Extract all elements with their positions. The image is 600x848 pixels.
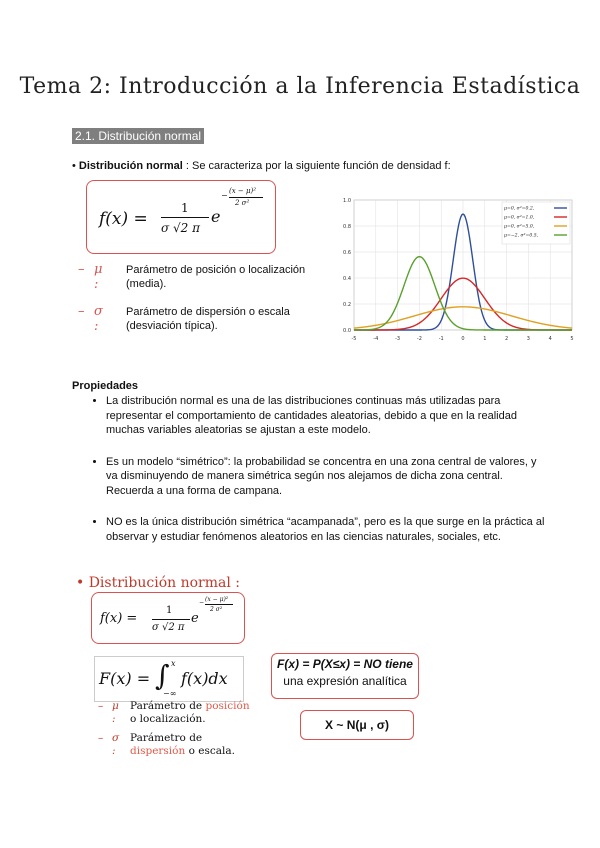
formula-exp-num: (x − μ)² [205,596,229,603]
cdf-rest: f(x)dx [181,669,228,688]
cdf-note-line2: una expresión analítica [283,674,407,688]
list-item: • La distribución normal es una de las distribuciones continuas más utilizadas para representar el comportamiento de cantidades aleatorias, debido a que en la realidad muchas variables aleatorias se ajustan a este modelo. [106,394,546,438]
legend-label: μ=0, σ²=0.2, [504,206,535,212]
formula-exp-minus: − [199,599,205,606]
fraction-line [161,217,209,218]
cdf-note-line1: F(x) = P(X≤x) = NO tiene [277,657,413,671]
x-tick-label: 4 [548,336,552,342]
y-tick-label: 0.0 [343,328,351,334]
x-tick-label: -2 [416,336,422,342]
properties-list [72,394,546,561]
bullet: • [72,160,76,172]
bottom-heading: • Distribución normal : [76,575,240,591]
y-tick-label: 1.0 [343,198,351,204]
x-tick-label: 3 [526,336,530,342]
legend-label: μ=−2, σ²=0.5, [504,233,539,239]
integral-sign: ∫ [155,659,170,692]
exp-line [205,604,233,605]
list-item: • Es un modelo “simétrico”: la probabilidad se concentra en una zona central de valores, y va disminuyendo de manera simétrica según nos alejamos de dicha zona central. Recuerda a una forma de campana. [106,455,546,499]
normal-density-chart [336,194,580,352]
formula-num: 1 [181,201,189,215]
param-sigma-text: Parámetro de dispersión o escala (desviación típica). [126,306,290,332]
x-tick-label: 1 [483,336,487,342]
x-tick-label: 2 [505,336,509,342]
y-tick-label: 0.2 [343,302,351,308]
intro-line [72,160,451,172]
legend-label: μ=0, σ²=1.0, [504,215,535,221]
dash: – [78,304,85,319]
dash: – [98,732,104,744]
cdf-note-box [271,653,419,699]
param-mu-text: Parámetro de posición o localización (media). [126,264,306,290]
formula-num: 1 [166,605,173,616]
formula-exp-den: 2 σ² [210,606,223,613]
dash: – [78,262,85,277]
x-tick-label: 5 [570,336,574,342]
cdf-formula [94,656,244,702]
notation-box: X ~ N(μ , σ) [300,710,414,740]
param-text-2: o escala. [185,745,235,757]
cdf-lhs: F(x) = [99,669,151,688]
section-heading: 2.1. Distribución normal [72,128,204,144]
param-text-2: o localización. [130,713,206,725]
param-highlight: posición [205,700,250,712]
x-tick-label: -4 [373,336,379,342]
sigma-symbol: σ : [94,304,103,334]
formula-den: σ √2 π [152,622,185,633]
intro-text: : Se caracteriza por la siguiente función de densidad f: [182,160,451,172]
page-title: Tema 2: Introducción a la Inferencia Estadística [19,74,581,99]
dash: – [98,700,104,712]
formula-den: σ √2 π [161,221,200,235]
fraction-line [152,619,190,620]
x-tick-label: -1 [438,336,444,342]
x-tick-label: 0 [461,336,465,342]
integral-lower: −∞ [163,689,177,698]
formula-e: e [191,611,199,626]
formula-fx: f(x) = [99,209,148,229]
formula-exp-num: (x − μ)² [229,187,257,195]
param-text: Parámetro de [130,700,206,712]
sigma-symbol: σ : [112,732,120,757]
param-text: Parámetro de [130,732,203,744]
formula-exp-minus: − [221,191,228,200]
formula-exp-den: 2 σ² [235,199,250,207]
intro-term: Distribución normal [78,160,183,172]
list-item: • NO es la única distribución simétrica “acampanada”, pero es la que surge en la práctica al observar y estudiar fenómenos aleatorios en las ciencias naturales, sociales, etc. [106,515,546,544]
properties-heading: Propiedades [72,380,139,392]
density-formula-box [86,180,276,254]
formula-e: e [211,207,221,226]
formula-fx: f(x) = [100,611,138,626]
y-tick-label: 0.6 [343,250,351,256]
x-tick-label: -5 [351,336,357,342]
x-tick-label: -3 [395,336,401,342]
y-tick-label: 0.8 [343,224,351,230]
mu-symbol: μ : [94,262,103,292]
y-tick-label: 0.4 [343,276,351,282]
density-formula-box-2 [91,592,245,644]
integral-upper: x [171,659,176,668]
exp-line [229,197,263,198]
mu-symbol: μ : [112,700,119,725]
legend-label: μ=0, σ²=5.0, [504,224,535,230]
param-highlight: dispersión [130,745,186,757]
